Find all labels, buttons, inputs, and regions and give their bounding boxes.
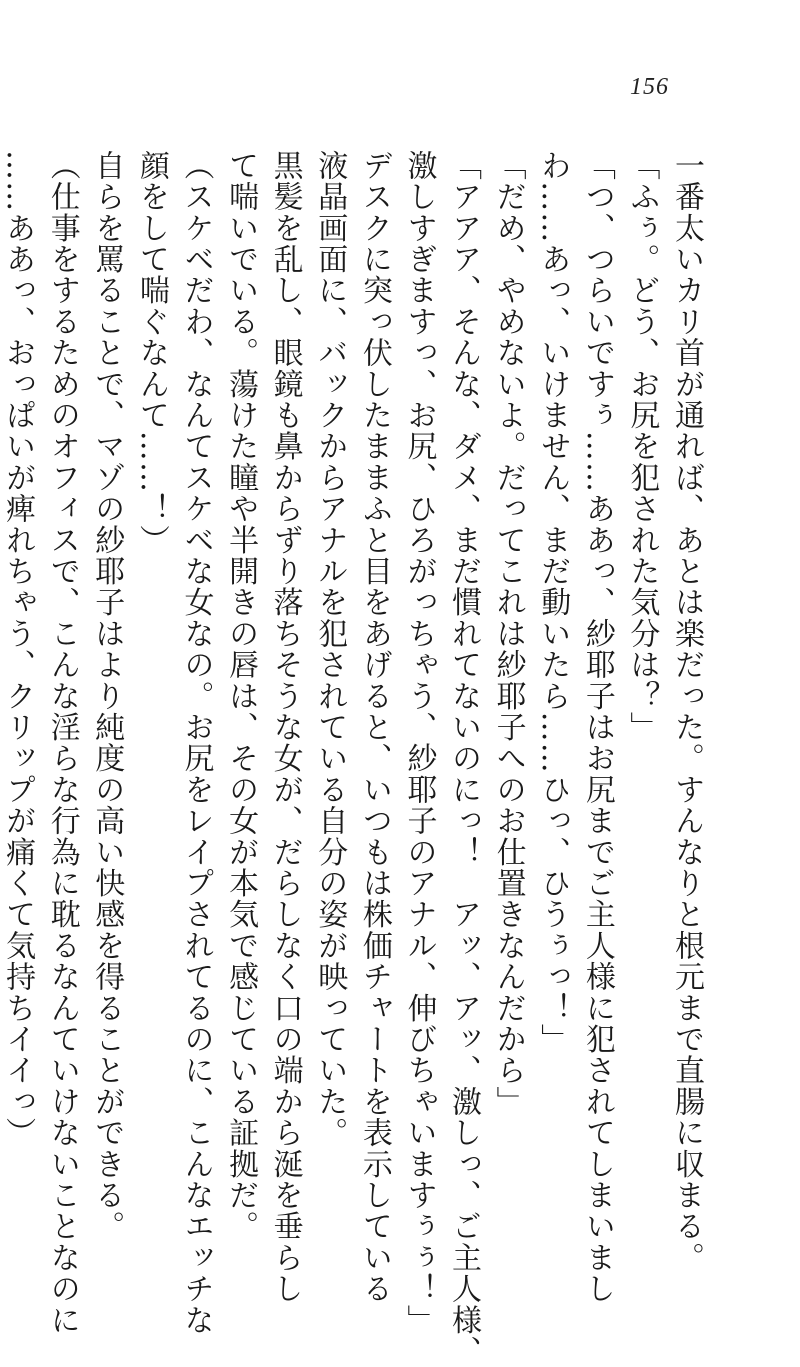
text-line: ……ああっ、おっぱいが痺れちゃう、クリップが痛くて気持ちイイっ） [0, 150, 36, 1149]
text-line: 一番太いカリ首が通れば、あとは楽だった。すんなりと根元まで直腸に収まる。 [669, 150, 704, 1274]
text-line: 「ふぅ。どう、お尻を犯された気分は？」 [624, 150, 660, 743]
novel-body-text [0, 150, 708, 1367]
text-line: 激しすぎますっ、お尻、ひろがっちゃう、紗耶子のアナル、伸びちゃいますぅぅ！」 [401, 150, 437, 1336]
text-line: 「つ、つらいですぅ……ああっ、紗耶子はお尻までご主人様に犯されてしまいまし [579, 150, 615, 1305]
text-line: わ……あっ、いけません、まだ動いたら……ひっ、ひうぅっ！」 [535, 150, 571, 1055]
text-line: デスクに突っ伏したままふと目をあげると、いつもは株価チャートを表示している [356, 150, 392, 1305]
text-line: 液晶画面に、バックからアナルを犯されている自分の姿が映っていた。 [312, 150, 348, 1149]
text-line: 自らを罵ることで、マゾの紗耶子はより純度の高い快感を得ることができる。 [89, 150, 125, 1242]
text-line: （仕事をするためのオフィスで、こんな淫らな行為に耽るなんていけないことなのに [44, 150, 80, 1336]
text-line: 黒髪を乱し、眼鏡も鼻からずり落ちそうな女が、だらしなく口の端から涎を垂らし [267, 150, 303, 1305]
text-line: 「アアア、そんな、ダメ、まだ慣れてないのにっ！ アッ、アッ、激しっ、ご主人様、 [446, 150, 482, 1367]
text-line: 顔をして喘ぐなんて……！） [133, 150, 169, 556]
text-line: て喘いでいる。蕩けた瞳や半開きの唇は、その女が本気で感じている証拠だ。 [223, 150, 259, 1242]
text-line: （スケベだわ、なんてスケベな女なの。お尻をレイプされてるのに、こんなエッチな [178, 150, 214, 1336]
page-number: 156 [630, 74, 669, 100]
text-line: 「だめ、やめないよ。だってこれは紗耶子へのお仕置きなんだから」 [490, 150, 526, 1118]
